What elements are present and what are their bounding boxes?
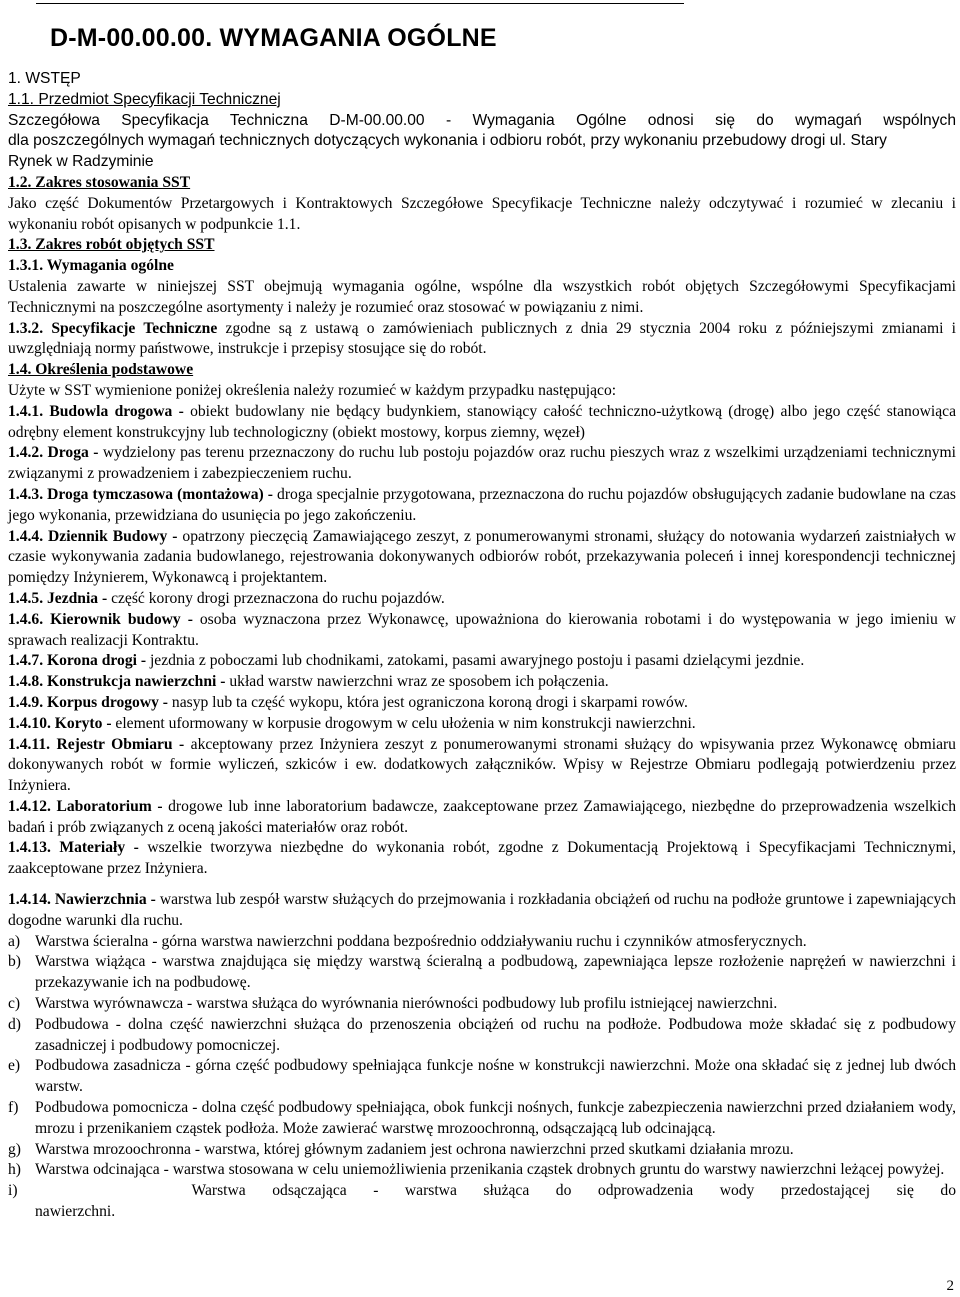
list-item-text: Warstwa wiążąca - warstwa znajdująca się między warstwą ścieralną a podbudową, zapewniająca lepsze rozłożenie naprężeń w nawierzchni i przekazywanie ich na podbudowę. [35, 953, 956, 992]
list-item [8, 1140, 956, 1161]
definition-item [8, 890, 956, 932]
word: do [555, 1182, 572, 1200]
section-heading-1: 1. WSTĘP [8, 70, 81, 87]
definition-text: droga specjalnie przygotowana, przeznaczona do ruchu pojazdów obsługujących zadanie budowlane na czas jego wykonania, przewidziana do usunięcia po jego zakończeniu. [8, 485, 956, 524]
definition-item [8, 651, 956, 672]
word: - [373, 1182, 379, 1200]
s11-line-2: dla poszczególnych wymagań technicznych dotyczących wykonania i odbioru robót, przy wykonaniu przebudowy drogi ul. Stary [8, 132, 887, 150]
list-item [8, 932, 956, 953]
definition-term: 1.4.13. Materiały - [8, 839, 148, 857]
definition-item [8, 402, 956, 444]
list-item [8, 952, 956, 994]
definition-text: warstwa lub zespół warstw służących do przejmowania i rozkładania obciążeń od ruchu na podłoże gruntowe i zapewniających dogodne warunki dla ruchu. [8, 891, 956, 929]
definition-term: 1.4.1. Budowla drogowa - [8, 402, 191, 420]
s11-line-3: Rynek w Radzyminie [8, 153, 154, 171]
definition-item [8, 610, 956, 652]
definition-text: akceptowany przez Inżyniera zeszyt z ponumerowanymi stronami służący do wpisywania przez Wykonawcę obmiaru dokonywanych robót w formie wyliczeń, szkiców i ew. dodatkowych załączników. Wpisy w Rejestrze Obmiaru podlegają potwierdzeniu przez Inżyniera. [8, 735, 956, 795]
definition-item [8, 693, 956, 714]
definition-text: osoba wyznaczona przez Wykonawcę, upoważniona do kierowania robotami i do występowania w jego imieniu w sprawach realizacji Kontraktu. [8, 610, 956, 649]
list-item-label: h) [8, 1161, 21, 1179]
section-heading-1-2: 1.2. Zakres stosowania SST [8, 173, 191, 191]
list-item-text: Podbudowa pomocnicza - dolna część podbudowy spełniająca, obok funkcji nośnych, funkcje zabezpieczenia nawierzchni przed działaniem wody, mrozu i przenikaniem cząstek podłoża. Może zawierać warstwę mrozoochronną, odsączającą lub odcinającą. [35, 1099, 956, 1137]
list-item-i-continuation: nawierzchni. [35, 1203, 116, 1221]
definition-term: 1.4.2. Droga - [8, 444, 103, 462]
s132-text: zgodne są z ustawą o zamówieniach publicznych z dnia 29 stycznia 2004 roku z późniejszymi zmianami i uwzględniają normy państwowe, instrukcje i przepisy stosujące się do robót. [8, 319, 957, 358]
s132-paragraph [8, 319, 956, 361]
definitions-list [8, 402, 956, 932]
definition-term: 1.4.9. Korpus drogowy - [8, 693, 172, 711]
definition-term: 1.4.14. Nawierzchnia - [8, 891, 160, 909]
list-item-text: Warstwa ścieralna - górna warstwa nawierzchni poddana bezpośrednio oddziaływaniu ruchu i czynników atmosferycznych. [35, 932, 807, 950]
definition-item [8, 485, 956, 527]
word: przedostającej [780, 1182, 871, 1200]
definition-text: nasyp lub ta część wykopu, która jest ograniczona koroną drogi i skarpami rowów. [171, 693, 688, 711]
list-item-label: f) [8, 1099, 19, 1117]
list-item [8, 1160, 956, 1181]
list-item [8, 1015, 956, 1057]
top-rule [36, 3, 684, 4]
definition-text: część korony drogi przeznaczona do ruchu pojazdów. [111, 589, 445, 607]
list-item [8, 1056, 956, 1098]
definition-term: 1.4.7. Korona drogi - [8, 652, 150, 670]
definition-text: element uformowany w korpusie drogowym w celu ułożenia w nim konstrukcji nawierzchni. [115, 714, 696, 732]
list-item-text: Podbudowa zasadnicza - górna część podbudowy spełniająca funkcje nośne w konstrukcji nawierzchni. Może ona składać się z jednej lub dwóch warstw. [35, 1057, 956, 1096]
definition-term: 1.4.3. Droga tymczasowa (montażowa) - [8, 485, 278, 503]
list-item-i [8, 1181, 956, 1202]
list-item-text: Warstwa odcinająca - warstwa stosowana w celu uniemożliwienia przenikania cząstek drobnych gruntu do warstwy nawierzchni leżącej powyżej. [35, 1161, 945, 1179]
page-number: 2 [946, 1278, 954, 1294]
word: służąca [483, 1182, 530, 1200]
definition-term: 1.4.11. Rejestr Obmiaru - [8, 735, 191, 753]
section-heading-1-1: 1.1. Przedmiot Specyfikacji Technicznej [8, 90, 281, 108]
definition-item [8, 443, 956, 485]
list-item-label: e) [8, 1057, 21, 1075]
section-heading-1-3: 1.3. Zakres robót objętych SST [8, 236, 215, 254]
section-heading-1-3-1: 1.3.1. Wymagania ogólne [8, 257, 174, 275]
s12-paragraph: Jako część Dokumentów Przetargowych i Kontraktowych Szczegółowe Specyfikacje Techniczne należy odczytywać i rozumieć w zlecaniu i wykonaniu robót opisanych w podpunkcie 1.1. [8, 194, 956, 233]
definition-text: drogowe lub inne laboratorium badawcze, zaakceptowane przez Zamawiającego, niezbędne do przeprowadzenia wszelkich badań i prób związanych z oceną jakości materiałów oraz robót. [8, 797, 956, 836]
definition-text: wydzielony pas terenu przeznaczony do ruchu lub postoju pojazdów oraz ruchu pieszych wraz z wszelkimi urządzeniami technicznymi związanymi z prowadzeniem i zabezpieczeniem ruchu. [8, 444, 956, 483]
definition-term: 1.4.6. Kierownik budowy - [8, 610, 200, 628]
list-item-label: g) [8, 1140, 21, 1158]
definition-item [8, 838, 956, 880]
document-title: D-M-00.00.00. WYMAGANIA OGÓLNE [50, 24, 497, 52]
s14-intro: Użyte w SST wymienione poniżej określenia należy rozumieć w każdym przypadku następująco: [8, 381, 617, 399]
list-item-label: i) [8, 1182, 18, 1200]
definition-text: wszelkie tworzywa niezbędne do wykonania robót, zgodne z Dokumentacją Projektową i Specyfikacjami Technicznymi, zaakceptowane przez Inżyniera. [8, 839, 956, 878]
spacer [8, 880, 956, 890]
list-item-i-words [192, 1181, 956, 1202]
word: odsączająca [272, 1182, 347, 1200]
list-item-label: a) [8, 932, 21, 950]
list-item [8, 994, 956, 1015]
definition-term: 1.4.10. Koryto - [8, 714, 116, 732]
definition-text: obiekt budowlany nie będący budynkiem, stanowiący całość techniczno-użytkową (drogę) albo jego część stanowiąca odrębny element konstrukcyjny lub technologiczny (obiekt mostowy, korpus ziemny, węzeł) [8, 402, 956, 441]
s11-line-1: Szczegółowa Specyfikacja Techniczna D-M-00.00.00 - Wymagania Ogólne odnosi się do wymagań wspólnych [8, 111, 956, 129]
section-heading-1-4: 1.4. Określenia podstawowe [8, 361, 194, 379]
definition-text: jezdnia z poboczami lub chodnikami, zatokami, pasami awaryjnego postoju i pasami dzielącymi jezdnie. [149, 652, 805, 670]
definition-item [8, 527, 956, 589]
definition-term: 1.4.8. Konstrukcja nawierzchni - [8, 673, 230, 691]
list-item [8, 1098, 956, 1140]
definition-term: 1.4.5. Jezdnia - [8, 589, 112, 607]
layers-list [8, 932, 956, 1182]
list-item-text: Warstwa wyrównawcza - warstwa służąca do wyrównania nierówności podbudowy lub profilu istniejącej nawierzchni. [35, 995, 778, 1013]
word: się [896, 1182, 914, 1200]
s131-paragraph: Ustalenia zawarte w niniejszej SST obejmują wymagania ogólne, wspólne dla wszystkich robót objętych Szczegółowymi Specyfikacjami Technicznymi na poszczególne asortymenty i należy je rozumieć oraz stosować w powiązaniu z nimi. [8, 277, 956, 316]
definition-item [8, 797, 956, 839]
word: do [940, 1182, 956, 1200]
word: odprowadzenia [597, 1182, 694, 1200]
word: warstwa [404, 1182, 457, 1200]
definition-item [8, 735, 956, 797]
list-item-label: b) [8, 953, 21, 971]
definition-item [8, 589, 956, 610]
list-item-text: Podbudowa - dolna część nawierzchni służąca do przenoszenia obciążeń od ruchu na podłoże. Podbudowa może składać się z podbudowy zasadniczej i podbudowy pomocniczej. [35, 1015, 956, 1054]
document-body [8, 69, 956, 1223]
word: Warstwa [191, 1182, 246, 1200]
list-item-label: c) [8, 995, 21, 1013]
definition-text: opatrzony pieczęcią Zamawiającego zeszyt, z ponumerowanymi stronami, służący do notowania wydarzeń zaistniałych w czasie wykonywania zadania budowlanego, rejestrowania dokonywanych odbiorów robót, przekazywania poleceń i innej korespondencji technicznej pomiędzy Inżynierem, Wykonawcą i projektantem. [8, 527, 956, 587]
list-item-text: Warstwa mrozoochronna - warstwa, której głównym zadaniem jest ochrona nawierzchni przed skutkami działania mrozu. [35, 1140, 794, 1158]
definition-item [8, 672, 956, 693]
word: wody [719, 1182, 755, 1200]
definition-term: 1.4.4. Dziennik Budowy - [8, 527, 183, 545]
list-item-label: d) [8, 1015, 21, 1033]
definition-term: 1.4.12. Laboratorium - [8, 797, 169, 815]
definition-item [8, 714, 956, 735]
definition-text: układ warstw nawierzchni wraz ze sposobem ich połączenia. [229, 673, 609, 691]
s132-label: 1.3.2. Specyfikacje Techniczne [8, 319, 218, 337]
